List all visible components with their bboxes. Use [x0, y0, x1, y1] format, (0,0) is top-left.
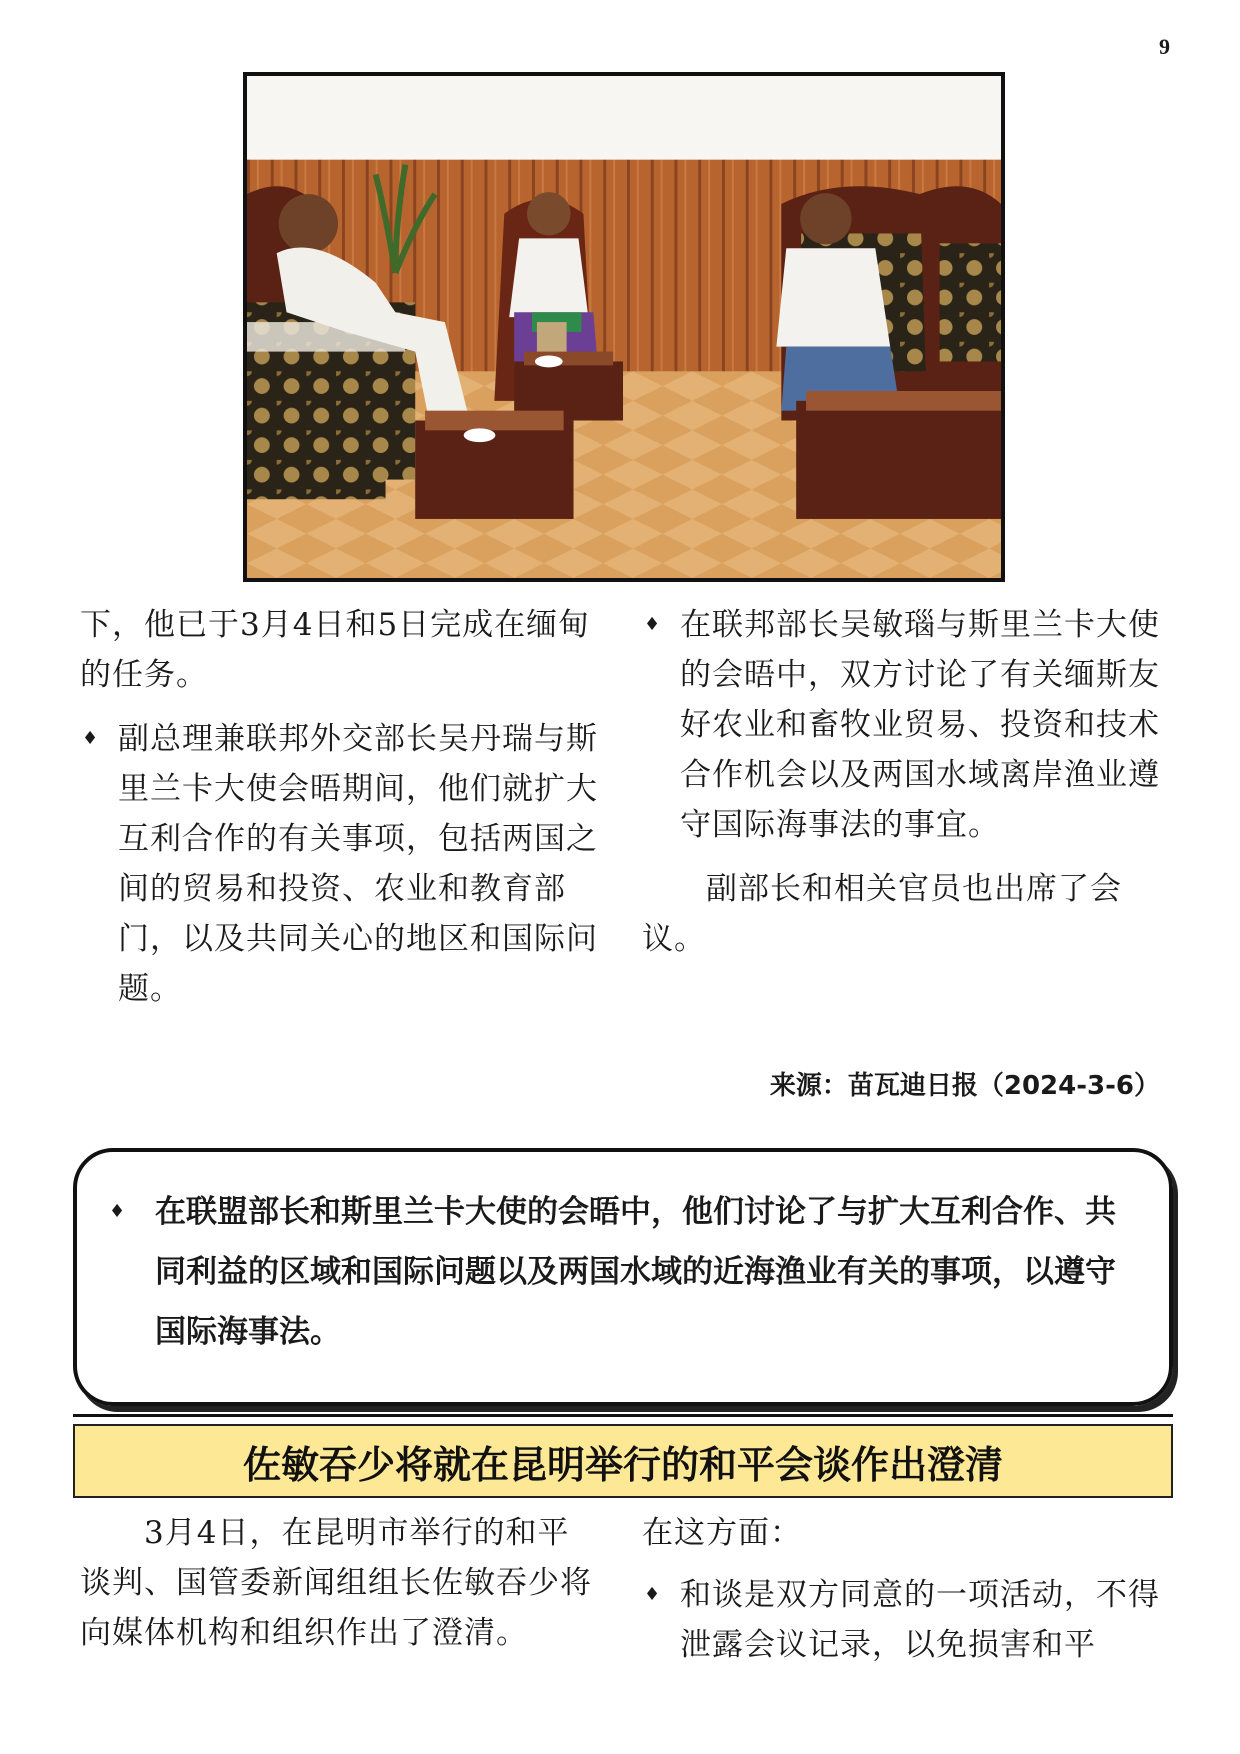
diamond-bullet-icon: ♦ [644, 1584, 662, 1605]
section-divider [73, 1414, 1173, 1417]
meeting-photo [243, 72, 1005, 582]
article2-intro: 在这方面： [642, 1515, 802, 1551]
callout-item [109, 1182, 1139, 1362]
callout-text: 在联盟部长和斯里兰卡大使的会晤中，他们讨论了与扩大互利合作、共同利益的区域和国际问题以及两国水域的近海渔业有关的事项，以遵守国际海事法。 [155, 1194, 1116, 1350]
right-bullet-text: 在联邦部长吴敏瑙与斯里兰卡大使的会晤中，双方讨论了有关缅斯友好农业和畜牧业贸易、投资和技术合作机会以及两国水域离岸渔业遵守国际海事法的事宜。 [680, 607, 1160, 843]
diamond-bullet-icon: ♦ [82, 728, 100, 749]
article2-left-text: 3月4日，在昆明市举行的和平谈判、国管委新闻组组长佐敏吞少将向媒体机构和组织作出了澄清。 [80, 1515, 592, 1651]
source-citation: 来源：苗瓦迪日报（2024-3-6） [769, 1071, 1160, 1101]
right-paragraph: 副部长和相关官员也出席了会议。 [642, 871, 1122, 957]
article2-bullet-item [642, 1570, 1162, 1670]
page-number: 9 [1159, 34, 1170, 59]
article2-bullet-text: 和谈是双方同意的一项活动，不得泄露会议记录，以免损害和平 [680, 1577, 1160, 1663]
article-headline: 佐敏吞少将就在昆明举行的和平会谈作出澄清 [73, 1424, 1173, 1498]
right-bullet-item [642, 600, 1162, 850]
left-bullet-text: 副总理兼联邦外交部长吴丹瑞与斯里兰卡大使会晤期间，他们就扩大互利合作的有关事项，包括两国之间的贸易和投资、农业和教育部门，以及共同关心的地区和国际问题。 [118, 721, 598, 1007]
callout-box [73, 1148, 1173, 1406]
diamond-bullet-icon: ♦ [109, 1201, 126, 1222]
left-continued-text: 下，他已于3月4日和5日完成在缅甸的任务。 [80, 607, 591, 693]
diamond-bullet-icon: ♦ [644, 614, 662, 635]
left-bullet-item [80, 714, 600, 1014]
